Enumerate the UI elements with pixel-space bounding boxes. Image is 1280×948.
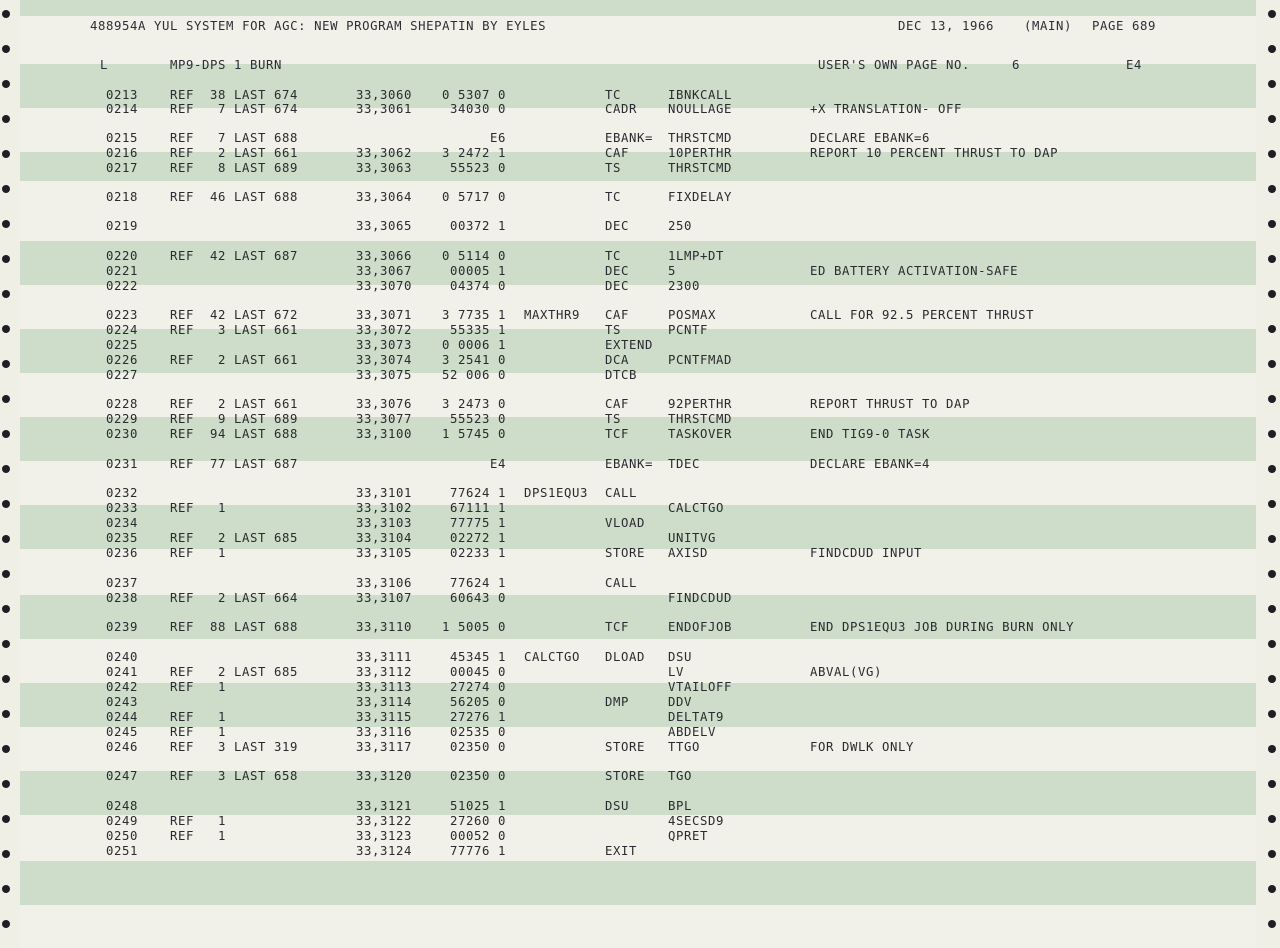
feed-hole <box>2 885 10 893</box>
listing-addr: 33,3063 <box>356 161 413 175</box>
listing-row <box>0 412 1280 427</box>
listing-line: 0246 <box>106 740 139 754</box>
listing-ref: REF 77 LAST 687 <box>170 457 299 471</box>
listing-code: 51025 1 <box>449 799 506 813</box>
listing-ref: REF 42 LAST 687 <box>170 249 299 263</box>
listing-row <box>0 680 1280 695</box>
listing-code: 3 2473 0 <box>441 397 506 411</box>
listing-addr: 33,3067 <box>356 264 413 278</box>
listing-ref: REF 94 LAST 688 <box>170 427 299 441</box>
listing-ref: REF 38 LAST 674 <box>170 88 299 102</box>
listing-addr: 33,3111 <box>356 650 413 664</box>
listing-addr: 33,3112 <box>356 665 413 679</box>
listing-ref: REF 1 <box>170 725 227 739</box>
listing-label: MAXTHR9 <box>524 308 581 322</box>
listing-ref: REF 42 LAST 672 <box>170 308 299 322</box>
listing-line: 0234 <box>106 516 139 530</box>
listing-row <box>0 740 1280 755</box>
listing-op: DSU <box>605 799 630 813</box>
listing-operand: BPL <box>668 799 693 813</box>
listing-operand: TASKOVER <box>668 427 733 441</box>
listing-addr: 33,3104 <box>356 531 413 545</box>
feed-hole <box>2 10 10 18</box>
listing-code: 02272 1 <box>449 531 506 545</box>
listing-line: 0219 <box>106 219 139 233</box>
listing-row <box>0 264 1280 279</box>
listing-code: 45345 1 <box>449 650 506 664</box>
listing-operand: THRSTCMD <box>668 161 733 175</box>
listing-addr: 33,3100 <box>356 427 413 441</box>
listing-op: TS <box>605 161 622 175</box>
listing-comment: DECLARE EBANK=6 <box>810 131 931 145</box>
listing-line: 0248 <box>106 799 139 813</box>
listing-code: 0 5717 0 <box>441 190 506 204</box>
listing-row <box>0 249 1280 264</box>
listing-row <box>0 814 1280 829</box>
listing-operand: 1LMP+DT <box>668 249 725 263</box>
listing-op: CAF <box>605 146 630 160</box>
listing-row <box>0 338 1280 353</box>
listing-operand: 4SECSD9 <box>668 814 725 828</box>
feed-hole <box>1268 45 1276 53</box>
listing-line: 0216 <box>106 146 139 160</box>
listing-label: DPS1EQU3 <box>524 486 589 500</box>
listing-op: EBANK= <box>605 457 654 471</box>
listing-code: 02350 0 <box>449 769 506 783</box>
listing-line: 0220 <box>106 249 139 263</box>
listing-code: 52 006 0 <box>441 368 506 382</box>
header-title: 488954A YUL SYSTEM FOR AGC: NEW PROGRAM SHEPATIN BY EYLES <box>90 19 547 33</box>
feed-hole <box>2 640 10 648</box>
listing-addr: 33,3114 <box>356 695 413 709</box>
listing-comment: ED BATTERY ACTIVATION-SAFE <box>810 264 1019 278</box>
listing-code: E6 <box>489 131 506 145</box>
listing-addr: 33,3075 <box>356 368 413 382</box>
listing-line: 0221 <box>106 264 139 278</box>
listing-row <box>0 695 1280 710</box>
listing-line: 0230 <box>106 427 139 441</box>
listing-op: STORE <box>605 740 646 754</box>
listing-op: STORE <box>605 546 646 560</box>
listing-addr: 33,3065 <box>356 219 413 233</box>
listing-comment: REPORT 10 PERCENT THRUST TO DAP <box>810 146 1059 160</box>
listing-op: CALL <box>605 576 638 590</box>
listing-ref: REF 2 LAST 685 <box>170 531 299 545</box>
listing-code: 00372 1 <box>449 219 506 233</box>
listing-comment: FOR DWLK ONLY <box>810 740 915 754</box>
listing-line: 0241 <box>106 665 139 679</box>
listing-row <box>0 516 1280 531</box>
listing-ref: REF 7 LAST 674 <box>170 102 299 116</box>
listing-comment: END DPS1EQU3 JOB DURING BURN ONLY <box>810 620 1075 634</box>
listing-comment: +X TRANSLATION- OFF <box>810 102 963 116</box>
listing-addr: 33,3102 <box>356 501 413 515</box>
listing-op: DCA <box>605 353 630 367</box>
listing-op: CADR <box>605 102 638 116</box>
listing-addr: 33,3106 <box>356 576 413 590</box>
listing-code: 02233 1 <box>449 546 506 560</box>
listing-addr: 33,3115 <box>356 710 413 724</box>
listing-line: 0237 <box>106 576 139 590</box>
listing-row <box>0 368 1280 383</box>
listing-operand: CALCTGO <box>668 501 725 515</box>
listing-operand: PCNTFMAD <box>668 353 733 367</box>
listing-row <box>0 323 1280 338</box>
listing-ref: REF 1 <box>170 546 227 560</box>
listing-line: 0222 <box>106 279 139 293</box>
listing-operand: TTGO <box>668 740 701 754</box>
subheader-program: MP9-DPS 1 BURN <box>170 58 283 72</box>
listing-operand: IBNKCALL <box>668 88 733 102</box>
listing-code: E4 <box>489 457 506 471</box>
listing-line: 0228 <box>106 397 139 411</box>
listing-op: TC <box>605 249 622 263</box>
listing-op: DEC <box>605 264 630 278</box>
listing-operand: THRSTCMD <box>668 412 733 426</box>
listing-code: 0 5114 0 <box>441 249 506 263</box>
listing-row <box>0 650 1280 665</box>
listing-addr: 33,3110 <box>356 620 413 634</box>
listing-addr: 33,3066 <box>356 249 413 263</box>
listing-row <box>0 308 1280 323</box>
listing-operand: 2300 <box>668 279 701 293</box>
listing-ref: REF 3 LAST 661 <box>170 323 299 337</box>
listing-code: 00052 0 <box>449 829 506 843</box>
listing-op: VLOAD <box>605 516 646 530</box>
listing-row <box>0 546 1280 561</box>
listing-line: 0233 <box>106 501 139 515</box>
listing-row <box>0 353 1280 368</box>
listing-operand: FIXDELAY <box>668 190 733 204</box>
listing-code: 77775 1 <box>449 516 506 530</box>
listing-row <box>0 146 1280 161</box>
listing-operand: 92PERTHR <box>668 397 733 411</box>
listing-row <box>0 620 1280 635</box>
greenbar-stripe <box>20 0 1256 16</box>
listing-addr: 33,3105 <box>356 546 413 560</box>
listing-ref: REF 2 LAST 664 <box>170 591 299 605</box>
listing-addr: 33,3123 <box>356 829 413 843</box>
subheader-marker: L <box>100 58 109 72</box>
listing-ref: REF 2 LAST 661 <box>170 146 299 160</box>
listing-line: 0213 <box>106 88 139 102</box>
listing-op: TC <box>605 190 622 204</box>
listing-operand: DDV <box>668 695 693 709</box>
listing-addr: 33,3113 <box>356 680 413 694</box>
listing-line: 0229 <box>106 412 139 426</box>
listing-code: 27276 1 <box>449 710 506 724</box>
listing-addr: 33,3103 <box>356 516 413 530</box>
listing-op: TC <box>605 88 622 102</box>
feed-hole <box>2 920 10 928</box>
listing-addr: 33,3122 <box>356 814 413 828</box>
listing-line: 0249 <box>106 814 139 828</box>
listing-line: 0214 <box>106 102 139 116</box>
listing-code: 77776 1 <box>449 844 506 858</box>
listing-line: 0242 <box>106 680 139 694</box>
listing-operand: LV <box>668 665 685 679</box>
feed-hole <box>1268 640 1276 648</box>
listing-ref: REF 3 LAST 658 <box>170 769 299 783</box>
listing-row <box>0 665 1280 680</box>
listing-row <box>0 799 1280 814</box>
listing-ref: REF 1 <box>170 829 227 843</box>
listing-addr: 33,3071 <box>356 308 413 322</box>
feed-hole <box>1268 605 1276 613</box>
listing-addr: 33,3072 <box>356 323 413 337</box>
listing-code: 55335 1 <box>449 323 506 337</box>
listing-row <box>0 710 1280 725</box>
listing-addr: 33,3076 <box>356 397 413 411</box>
listing-operand: VTAILOFF <box>668 680 733 694</box>
listing-code: 55523 0 <box>449 412 506 426</box>
feed-hole <box>1268 10 1276 18</box>
listing-op: CALL <box>605 486 638 500</box>
listing-code: 77624 1 <box>449 486 506 500</box>
listing-ref: REF 2 LAST 661 <box>170 397 299 411</box>
feed-hole <box>1268 80 1276 88</box>
listing-operand: NOULLAGE <box>668 102 733 116</box>
listing-addr: 33,3124 <box>356 844 413 858</box>
listing-code: 04374 0 <box>449 279 506 293</box>
listing-addr: 33,3116 <box>356 725 413 739</box>
listing-comment: ABVAL(VG) <box>810 665 883 679</box>
listing-ref: REF 1 <box>170 501 227 515</box>
listing-ref: REF 1 <box>170 814 227 828</box>
listing-label: CALCTGO <box>524 650 581 664</box>
listing-ref: REF 2 LAST 661 <box>170 353 299 367</box>
listing-row <box>0 397 1280 412</box>
listing-ref: REF 9 LAST 689 <box>170 412 299 426</box>
listing-op: DEC <box>605 279 630 293</box>
listing-op: TS <box>605 412 622 426</box>
listing-op: DTCB <box>605 368 638 382</box>
listing-comment: DECLARE EBANK=4 <box>810 457 931 471</box>
listing-line: 0215 <box>106 131 139 145</box>
listing-operand: FINDCDUD <box>668 591 733 605</box>
listing-addr: 33,3107 <box>356 591 413 605</box>
listing-operand: DSU <box>668 650 693 664</box>
listing-operand: PCNTF <box>668 323 709 337</box>
listing-operand: DELTAT9 <box>668 710 725 724</box>
listing-operand: QPRET <box>668 829 709 843</box>
listing-row <box>0 531 1280 546</box>
listing-line: 0247 <box>106 769 139 783</box>
listing-line: 0240 <box>106 650 139 664</box>
listing-row <box>0 190 1280 205</box>
listing-ref: REF 88 LAST 688 <box>170 620 299 634</box>
listing-code: 3 7735 1 <box>441 308 506 322</box>
listing-row <box>0 486 1280 501</box>
listing-line: 0223 <box>106 308 139 322</box>
subheader-ebank: E4 <box>1126 58 1143 72</box>
listing-operand: 250 <box>668 219 693 233</box>
listing-line: 0243 <box>106 695 139 709</box>
listing-line: 0236 <box>106 546 139 560</box>
listing-code: 60643 0 <box>449 591 506 605</box>
listing-ref: REF 3 LAST 319 <box>170 740 299 754</box>
greenbar-stripe <box>20 861 1256 905</box>
feed-hole <box>2 605 10 613</box>
listing-operand: TDEC <box>668 457 701 471</box>
listing-code: 27274 0 <box>449 680 506 694</box>
listing-line: 0225 <box>106 338 139 352</box>
user-page-number: 6 <box>1012 58 1021 72</box>
listing-row <box>0 131 1280 146</box>
listing-addr: 33,3064 <box>356 190 413 204</box>
listing-op: DLOAD <box>605 650 646 664</box>
listing-code: 3 2472 1 <box>441 146 506 160</box>
listing-row <box>0 769 1280 784</box>
listing-code: 56205 0 <box>449 695 506 709</box>
listing-op: EXTEND <box>605 338 654 352</box>
listing-operand: POSMAX <box>668 308 717 322</box>
listing-code: 1 5745 0 <box>441 427 506 441</box>
listing-op: CAF <box>605 308 630 322</box>
user-page-label: USER'S OWN PAGE NO. <box>818 58 971 72</box>
listing-comment: END TIG9-0 TASK <box>810 427 931 441</box>
header-date: DEC 13, 1966 <box>898 19 995 33</box>
listing-operand: AXISD <box>668 546 709 560</box>
listing-op: TCF <box>605 620 630 634</box>
listing-row <box>0 844 1280 859</box>
listing-op: EBANK= <box>605 131 654 145</box>
listing-code: 02350 0 <box>449 740 506 754</box>
listing-code: 0 5307 0 <box>441 88 506 102</box>
listing-row <box>0 457 1280 472</box>
listing-line: 0224 <box>106 323 139 337</box>
listing-line: 0227 <box>106 368 139 382</box>
listing-row <box>0 279 1280 294</box>
listing-ref: REF 46 LAST 688 <box>170 190 299 204</box>
listing-operand: TGO <box>668 769 693 783</box>
listing-operand: ENDOFJOB <box>668 620 733 634</box>
listing-line: 0244 <box>106 710 139 724</box>
listing-row <box>0 501 1280 516</box>
listing-addr: 33,3070 <box>356 279 413 293</box>
listing-line: 0238 <box>106 591 139 605</box>
listing-op: TS <box>605 323 622 337</box>
listing-code: 0 0006 1 <box>441 338 506 352</box>
listing-op: TCF <box>605 427 630 441</box>
listing-ref: REF 8 LAST 689 <box>170 161 299 175</box>
listing-row <box>0 427 1280 442</box>
listing-code: 00005 1 <box>449 264 506 278</box>
listing-addr: 33,3117 <box>356 740 413 754</box>
listing-op: DMP <box>605 695 630 709</box>
listing-operand: 5 <box>668 264 677 278</box>
listing-row <box>0 591 1280 606</box>
listing-code: 55523 0 <box>449 161 506 175</box>
listing-code: 34030 0 <box>449 102 506 116</box>
listing-line: 0226 <box>106 353 139 367</box>
listing-row <box>0 102 1280 117</box>
listing-op: STORE <box>605 769 646 783</box>
listing-addr: 33,3077 <box>356 412 413 426</box>
listing-code: 67111 1 <box>449 501 506 515</box>
listing-operand: 10PERTHR <box>668 146 733 160</box>
listing-addr: 33,3074 <box>356 353 413 367</box>
listing-addr: 33,3073 <box>356 338 413 352</box>
listing-code: 27260 0 <box>449 814 506 828</box>
listing-ref: REF 7 LAST 688 <box>170 131 299 145</box>
listing-comment: REPORT THRUST TO DAP <box>810 397 971 411</box>
header-main: (MAIN) <box>1024 19 1073 33</box>
listing-row <box>0 725 1280 740</box>
listing-ref: REF 1 <box>170 680 227 694</box>
listing-row <box>0 88 1280 103</box>
listing-line: 0218 <box>106 190 139 204</box>
listing-op: CAF <box>605 397 630 411</box>
listing-addr: 33,3120 <box>356 769 413 783</box>
listing-row <box>0 219 1280 234</box>
listing-line: 0235 <box>106 531 139 545</box>
listing-comment: CALL FOR 92.5 PERCENT THRUST <box>810 308 1035 322</box>
listing-code: 3 2541 0 <box>441 353 506 367</box>
listing-addr: 33,3101 <box>356 486 413 500</box>
listing-code: 00045 0 <box>449 665 506 679</box>
listing-addr: 33,3062 <box>356 146 413 160</box>
listing-line: 0251 <box>106 844 139 858</box>
listing-operand: ABDELV <box>668 725 717 739</box>
listing-code: 1 5005 0 <box>441 620 506 634</box>
listing-op: DEC <box>605 219 630 233</box>
listing-line: 0245 <box>106 725 139 739</box>
listing-line: 0250 <box>106 829 139 843</box>
listing-ref: REF 2 LAST 685 <box>170 665 299 679</box>
listing-line: 0232 <box>106 486 139 500</box>
listing-addr: 33,3061 <box>356 102 413 116</box>
listing-line: 0239 <box>106 620 139 634</box>
listing-operand: THRSTCMD <box>668 131 733 145</box>
listing-ref: REF 1 <box>170 710 227 724</box>
listing-code: 02535 0 <box>449 725 506 739</box>
feed-hole <box>1268 885 1276 893</box>
listing-addr: 33,3060 <box>356 88 413 102</box>
listing-line: 0231 <box>106 457 139 471</box>
listing-row <box>0 829 1280 844</box>
listing-op: EXIT <box>605 844 638 858</box>
listing-operand: UNITVG <box>668 531 717 545</box>
feed-hole <box>1268 920 1276 928</box>
feed-hole <box>2 45 10 53</box>
feed-hole <box>2 80 10 88</box>
listing-line: 0217 <box>106 161 139 175</box>
listing-addr: 33,3121 <box>356 799 413 813</box>
listing-row <box>0 576 1280 591</box>
listing-row <box>0 161 1280 176</box>
listing-comment: FINDCDUD INPUT <box>810 546 923 560</box>
listing-code: 77624 1 <box>449 576 506 590</box>
header-page: PAGE 689 <box>1092 19 1157 33</box>
